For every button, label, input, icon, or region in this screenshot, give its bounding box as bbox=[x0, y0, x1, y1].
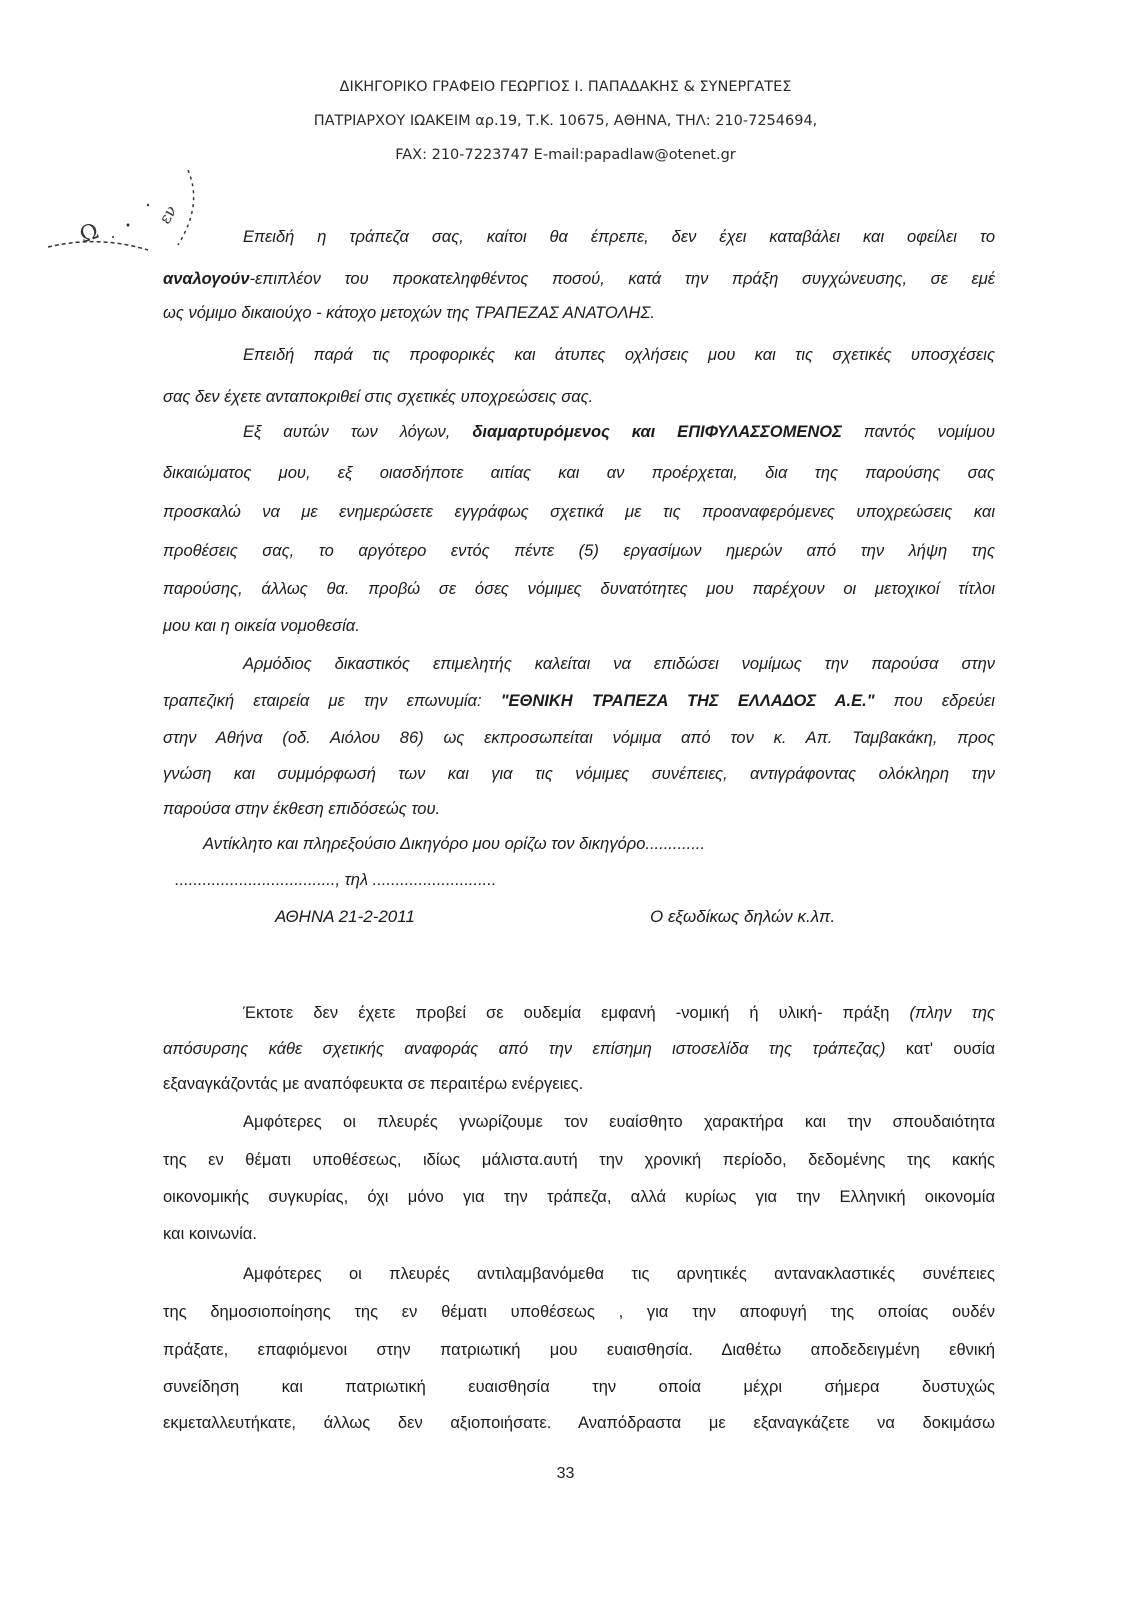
place-date: ΑΘΗΝΑ 21-2-2011 bbox=[275, 907, 415, 926]
text-line: Αντίκλητο και πληρεξούσιο Δικηγόρο μου ορίζω τον δικηγόρο............. bbox=[203, 835, 705, 853]
text-line bbox=[163, 1001, 995, 1025]
text-line: οικονομικής συγκυρίας, όχι μόνο για την τράπεζα, αλλά κυρίως για την Ελληνική οικονομία bbox=[163, 1188, 995, 1206]
text-line bbox=[163, 1037, 995, 1061]
text-line bbox=[163, 267, 995, 291]
text-line: συνείδηση και πατριωτική ευαισθησία την οποία μέχρι σήμερα δυστυχώς bbox=[163, 1378, 995, 1396]
signatory: Ο εξωδίκως δηλών κ.λπ. bbox=[650, 907, 836, 926]
text-line: Επειδή παρά τις προφορικές και άτυπες οχλήσεις μου και τις σχετικές υποσχέσεις bbox=[243, 346, 995, 364]
text-line: ..................................., τηλ ........................... bbox=[175, 871, 497, 889]
text-line: στην Αθήνα (οδ. Αιόλου 86) ως εκπροσωπείται νόμιμα από τον κ. Απ. Ταμβακάκη, προς bbox=[163, 729, 995, 747]
page-number: 33 bbox=[556, 1465, 575, 1482]
text-span-italic: απόσυρσης κάθε σχετικής αναφοράς από την επίσημη ιστοσελίδα της τράπεζας) bbox=[163, 1040, 886, 1058]
bold-term: διαμαρτυρόμενος και ΕΠΙΦΥΛΑΣΣΟΜΕΝΟΣ bbox=[472, 423, 842, 441]
text-line: μου και η οικεία νομοθεσία. bbox=[163, 617, 360, 635]
bank-name: "ΕΘΝΙΚΗ ΤΡΑΠΕΖΑ ΤΗΣ ΕΛΛΑΔΟΣ Α.Ε." bbox=[500, 692, 875, 710]
text-span: που εδρεύει bbox=[874, 692, 995, 710]
text-line: σας δεν έχετε ανταποκριθεί στις σχετικές υποχρεώσεις σας. bbox=[163, 388, 594, 406]
text-line: της δημοσιοποίησης της εν θέματι υποθέσεως , για την αποφυγή της οποίας ουδέν bbox=[163, 1303, 995, 1321]
text-line: προσκαλώ να με ενημερώσετε εγγράφως σχετικά με τις προαναφερόμενες υποχρεώσεις και bbox=[163, 503, 995, 521]
text-line: Αμφότερες οι πλευρές γνωρίζουμε τον ευαίσθητο χαρακτήρα και την σπουδαιότητα bbox=[243, 1113, 995, 1131]
text-line: πράξατε, επαφιόμενοι στην πατριωτική μου ευαισθησία. Διαθέτω αποδεδειγμένη εθνική bbox=[163, 1341, 995, 1359]
bold-term: αναλογούν bbox=[163, 270, 250, 288]
text-span: κατ' ουσία bbox=[885, 1040, 996, 1058]
text-line: της εν θέματι υποθέσεως, ιδίως μάλιστα.αυτή την χρονική περίοδο, δεδομένης της κακής bbox=[163, 1151, 995, 1169]
svg-text:Ω: Ω bbox=[76, 218, 103, 249]
text-span: παντός νομίμου bbox=[841, 423, 995, 441]
text-line: ως νόμιμο δικαιούχο - κάτοχο μετοχών της ΤΡΑΠΕΖΑΣ ΑΝΑΤΟΛΗΣ. bbox=[163, 304, 655, 322]
text-span: Έκτοτε δεν έχετε προβεί σε ουδεμία εμφανή -νομική ή υλική- πράξη bbox=[243, 1004, 910, 1022]
text-line: και κοινωνία. bbox=[163, 1225, 257, 1243]
letterhead-firm-name: ΔΙΚΗΓΟΡΙΚΟ ΓΡΑΦΕΙΟ ΓΕΩΡΓΙΟΣ Ι. ΠΑΠΑΔΑΚΗΣ & ΣΥΝΕΡΓΑΤΕΣ bbox=[339, 79, 792, 95]
text-line: εκμεταλλευτήκατε, άλλως δεν αξιοποιήσατε. Αναπόδραστα με εξαναγκάζετε να δοκιμάσω bbox=[163, 1414, 995, 1432]
svg-text:εν: εν bbox=[155, 201, 181, 227]
text-line: Αρμόδιος δικαστικός επιμελητής καλείται να επιδώσει νομίμως την παρούσα στην bbox=[243, 655, 995, 673]
text-span-italic: (πλην της bbox=[909, 1004, 995, 1022]
text-span: Εξ αυτών των λόγων, bbox=[243, 423, 473, 441]
text-line bbox=[163, 420, 995, 444]
letterhead-address: ΠΑΤΡΙΑΡΧΟΥ ΙΩΑΚΕΙΜ αρ.19, Τ.Κ. 10675, ΑΘΗΝΑ, ΤΗΛ: 210-7254694, bbox=[313, 113, 818, 129]
text-line: εξαναγκάζοντάς με αναπόφευκτα σε περαιτέρω ενέργειες. bbox=[163, 1075, 584, 1093]
text-line bbox=[163, 689, 995, 713]
text-line: Αμφότερες οι πλευρές αντιλαμβανόμεθα τις αρνητικές αντανακλαστικές συνέπειες bbox=[243, 1265, 995, 1283]
letterhead-contact: FAX: 210-7223747 E-mail:papadlaw@otenet.gr bbox=[395, 147, 736, 163]
text-line: παρούσα στην έκθεση επιδόσεώς του. bbox=[163, 800, 441, 818]
text-line: γνώση και συμμόρφωσή των και για τις νόμιμες συνέπειες, αντιγράφοντας ολόκληρη την bbox=[163, 765, 995, 783]
letterhead bbox=[0, 70, 1131, 172]
text-line: προθέσεις σας, το αργότερο εντός πέντε (5) εργασίμων ημερών από την λήψη της bbox=[163, 542, 995, 560]
text-span: τραπεζική εταιρεία με την επωνυμία: bbox=[163, 692, 501, 710]
text-span: -επιπλέον του προκατεληφθέντος ποσού, κατά την πράξη συγχώνευσης, σε εμέ bbox=[249, 270, 995, 288]
text-line: παρούσης, άλλως θα. προβώ σε όσες νόμιμες δυνατότητες μου παρέχουν οι μετοχικοί τίτλοι bbox=[163, 580, 995, 598]
text-line: δικαιώματος μου, εξ οιασδήποτε αιτίας και αν προέρχεται, δια της παρούσης σας bbox=[163, 464, 995, 482]
text-line: Επειδή η τράπεζα σας, καίτοι θα έπρεπε, δεν έχει καταβάλει και οφείλει το bbox=[243, 228, 995, 246]
